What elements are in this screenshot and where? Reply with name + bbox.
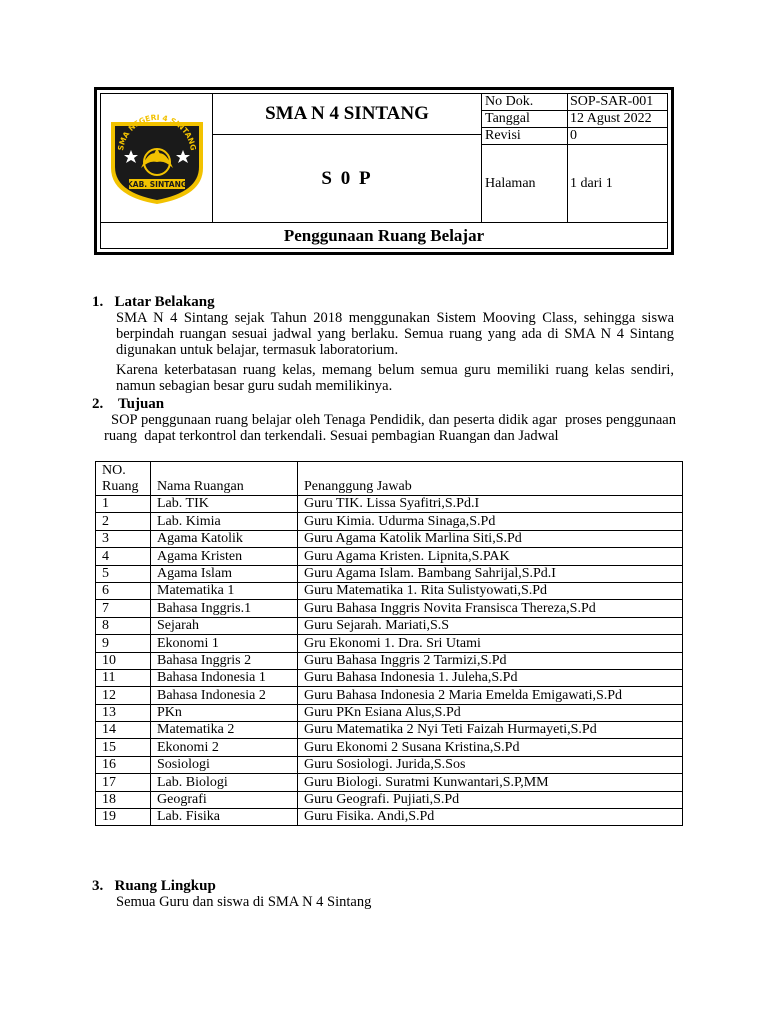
person-in-charge-cell: Guru Matematika 2 Nyi Teti Faizah Hurmayeti,S.Pd xyxy=(298,722,683,739)
table-row xyxy=(96,722,683,739)
header-divider xyxy=(481,94,482,222)
room-number-cell: 18 xyxy=(96,791,151,808)
school-name: SMA N 4 SINTANG xyxy=(265,103,429,124)
table-row xyxy=(96,739,683,756)
room-number-cell: 6 xyxy=(96,582,151,599)
room-name-cell: Sosiologi xyxy=(151,756,298,773)
room-number-cell: 9 xyxy=(96,635,151,652)
section-paragraph: Karena keterbatasan ruang kelas, memang belum semua guru memiliki ruang kelas sendiri, namun sebagian besar guru sudah memilikinya. xyxy=(116,362,674,394)
room-name-cell: Ekonomi 1 xyxy=(151,635,298,652)
room-number-cell: 7 xyxy=(96,600,151,617)
room-name-cell: Agama Katolik xyxy=(151,530,298,547)
room-number-cell: 19 xyxy=(96,809,151,826)
person-in-charge-cell: Guru Geografi. Pujiati,S.Pd xyxy=(298,791,683,808)
document-header xyxy=(94,87,674,255)
person-in-charge-cell: Guru Agama Katolik Marlina Siti,S.Pd xyxy=(298,530,683,547)
person-in-charge-cell: Guru Sejarah. Mariati,S.S xyxy=(298,617,683,634)
table-row xyxy=(96,582,683,599)
room-assignment-table xyxy=(95,461,683,826)
room-name-cell: Ekonomi 2 xyxy=(151,739,298,756)
person-in-charge-cell: Gru Ekonomi 1. Dra. Sri Utami xyxy=(298,635,683,652)
person-in-charge-cell: Guru Agama Islam. Bambang Sahrijal,S.Pd.I xyxy=(298,565,683,582)
meta-label-no-dok: No Dok. xyxy=(485,94,534,109)
person-in-charge-cell: Guru TIK. Lissa Syafitri,S.Pd.I xyxy=(298,496,683,513)
room-number-cell: 1 xyxy=(96,496,151,513)
meta-label-tanggal: Tanggal xyxy=(485,111,530,126)
room-number-cell: 17 xyxy=(96,774,151,791)
person-in-charge-cell: Guru Fisika. Andi,S.Pd xyxy=(298,809,683,826)
meta-value-halaman: 1 dari 1 xyxy=(570,176,613,191)
room-name-cell: PKn xyxy=(151,704,298,721)
meta-value-revisi: 0 xyxy=(570,128,577,143)
room-number-cell: 3 xyxy=(96,530,151,547)
school-logo xyxy=(101,94,212,222)
person-in-charge-cell: Guru Ekonomi 2 Susana Kristina,S.Pd xyxy=(298,739,683,756)
person-in-charge-cell: Guru Bahasa Inggris 2 Tarmizi,S.Pd xyxy=(298,652,683,669)
section-heading-tujuan: 2. Tujuan xyxy=(92,396,165,412)
room-number-cell: 2 xyxy=(96,513,151,530)
room-name-cell: Sejarah xyxy=(151,617,298,634)
room-number-cell: 5 xyxy=(96,565,151,582)
person-in-charge-cell: Guru Bahasa Inggris Novita Fransisca Thereza,S.Pd xyxy=(298,600,683,617)
table-row xyxy=(96,617,683,634)
meta-label-revisi: Revisi xyxy=(485,128,521,143)
table-row xyxy=(96,548,683,565)
room-number-cell: 8 xyxy=(96,617,151,634)
room-name-cell: Lab. TIK xyxy=(151,496,298,513)
room-name-cell: Bahasa Indonesia 2 xyxy=(151,687,298,704)
room-number-cell: 16 xyxy=(96,756,151,773)
table-row xyxy=(96,600,683,617)
table-row xyxy=(96,687,683,704)
school-emblem-icon xyxy=(105,110,209,206)
room-number-cell: 11 xyxy=(96,669,151,686)
room-name-cell: Bahasa Inggris 2 xyxy=(151,652,298,669)
meta-value-tanggal: 12 Agust 2022 xyxy=(570,111,652,126)
room-number-cell: 13 xyxy=(96,704,151,721)
room-number-cell: 4 xyxy=(96,548,151,565)
header-divider xyxy=(567,94,568,222)
meta-label-halaman: Halaman xyxy=(485,176,536,191)
section-paragraph: SMA N 4 Sintang sejak Tahun 2018 menggunakan Sistem Mooving Class, sehingga siswa berpindah ruangan sesuai jadwal yang berlaku. Semua ruang yang ada di SMA N 4 Sintang digunakan untuk belajar, termasuk laboratorium. xyxy=(116,310,674,358)
person-in-charge-cell: Guru Biologi. Suratmi Kunwantari,S.P,MM xyxy=(298,774,683,791)
table-row xyxy=(96,530,683,547)
room-name-cell: Lab. Fisika xyxy=(151,809,298,826)
section-heading-latar-belakang: 1. Latar Belakang xyxy=(92,294,215,310)
table-row xyxy=(96,791,683,808)
table-row xyxy=(96,565,683,582)
room-name-cell: Lab. Biologi xyxy=(151,774,298,791)
header-divider xyxy=(482,144,667,145)
document-subject: Penggunaan Ruang Belajar xyxy=(283,225,485,245)
logo-caption: KAB. SINTANG xyxy=(126,180,187,189)
table-row xyxy=(96,704,683,721)
room-number-cell: 14 xyxy=(96,722,151,739)
table-row xyxy=(96,513,683,530)
room-number-cell: 12 xyxy=(96,687,151,704)
person-in-charge-cell: Guru Bahasa Indonesia 1. Juleha,S.Pd xyxy=(298,669,683,686)
room-name-cell: Geografi xyxy=(151,791,298,808)
table-header-row xyxy=(96,462,683,496)
person-in-charge-cell: Guru Sosiologi. Jurida,S.Sos xyxy=(298,756,683,773)
table-row xyxy=(96,496,683,513)
header-inner-frame xyxy=(100,93,668,249)
column-header: Penanggung Jawab xyxy=(298,462,683,496)
room-name-cell: Matematika 2 xyxy=(151,722,298,739)
room-name-cell: Bahasa Indonesia 1 xyxy=(151,669,298,686)
room-number-cell: 10 xyxy=(96,652,151,669)
person-in-charge-cell: Guru Bahasa Indonesia 2 Maria Emelda Emigawati,S.Pd xyxy=(298,687,683,704)
sop-title: S 0 P xyxy=(321,167,373,189)
room-name-cell: Agama Kristen xyxy=(151,548,298,565)
person-in-charge-cell: Guru Kimia. Udurma Sinaga,S.Pd xyxy=(298,513,683,530)
table-row xyxy=(96,756,683,773)
room-name-cell: Agama Islam xyxy=(151,565,298,582)
section-paragraph: SOP penggunaan ruang belajar oleh Tenaga Pendidik, dan peserta didik agar proses penggunaan ruang dapat terkontrol dan terkendali. Sesuai pembagian Ruangan dan Jadwal xyxy=(104,412,680,444)
person-in-charge-cell: Guru Matematika 1. Rita Sulistyowati,S.Pd xyxy=(298,582,683,599)
column-header: Nama Ruangan xyxy=(151,462,298,496)
room-name-cell: Lab. Kimia xyxy=(151,513,298,530)
table-row xyxy=(96,809,683,826)
meta-value-no-dok: SOP-SAR-001 xyxy=(570,94,654,109)
room-name-cell: Matematika 1 xyxy=(151,582,298,599)
column-header: NO. Ruang xyxy=(96,462,151,496)
table-row xyxy=(96,669,683,686)
room-number-cell: 15 xyxy=(96,739,151,756)
section-heading-ruang-lingkup: 3. Ruang Lingkup xyxy=(92,878,216,894)
person-in-charge-cell: Guru Agama Kristen. Lipnita,S.PAK xyxy=(298,548,683,565)
table-row xyxy=(96,774,683,791)
table-row xyxy=(96,635,683,652)
room-name-cell: Bahasa Inggris.1 xyxy=(151,600,298,617)
table-row xyxy=(96,652,683,669)
person-in-charge-cell: Guru PKn Esiana Alus,S.Pd xyxy=(298,704,683,721)
section-paragraph: Semua Guru dan siswa di SMA N 4 Sintang xyxy=(116,894,372,910)
svg-text:SMA NEGERI 4 SINTANG: SMA NEGERI 4 SINTANG xyxy=(115,112,198,152)
